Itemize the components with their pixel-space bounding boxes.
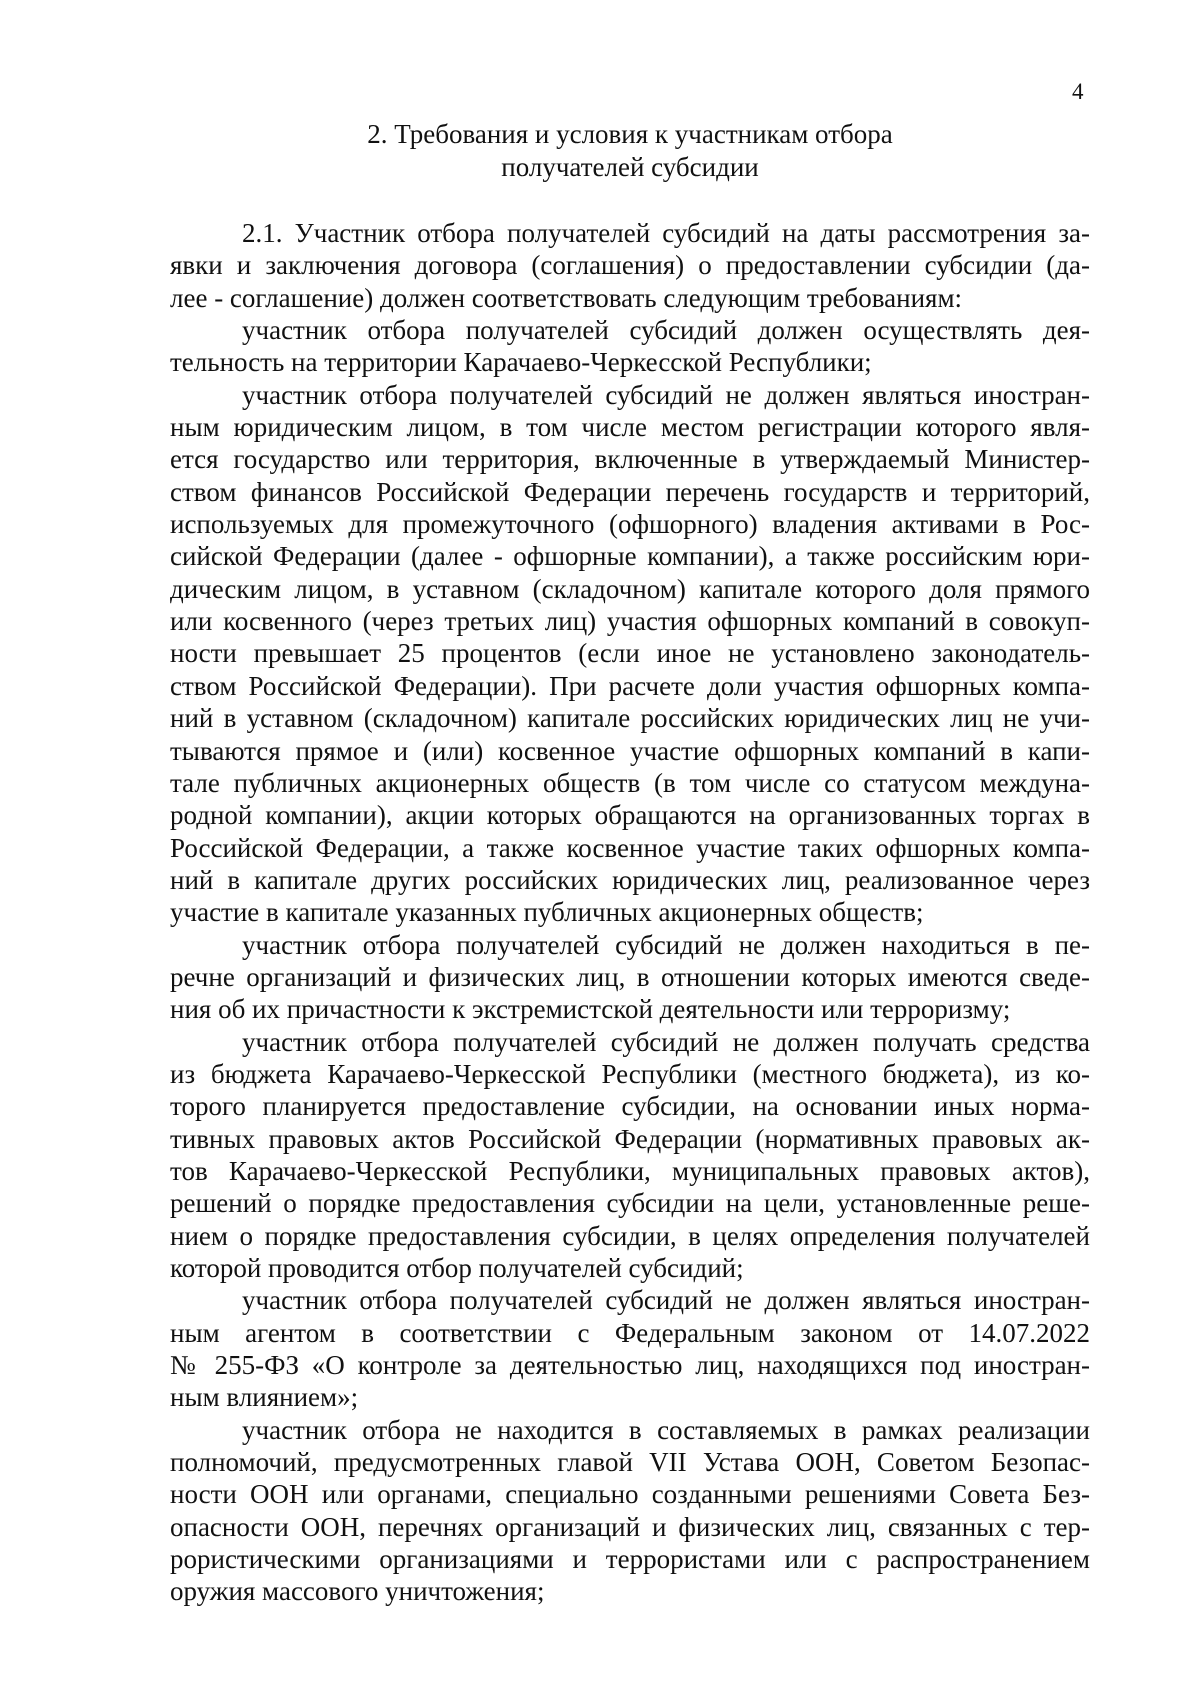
text-line: участник отбора получателей субсидий не должен являться иностран-	[242, 379, 1090, 410]
section-title	[170, 118, 1090, 184]
text-line: опасности ООН, перечнях организаций и физических лиц, связанных с тер-	[170, 1511, 1090, 1542]
text-line: оружия массового уничтожения;	[170, 1576, 545, 1607]
text-line: тивных правовых актов Российской Федерации (нормативных правовых ак-	[170, 1123, 1090, 1154]
paragraph	[170, 379, 1090, 929]
text-line: тале публичных акционерных обществ (в том числе со статусом междуна-	[170, 767, 1090, 798]
paragraph	[170, 217, 1090, 314]
paragraph	[170, 1284, 1090, 1413]
text-line: ется государство или территория, включенные в утверждаемый Министер-	[170, 444, 1090, 475]
body-text	[170, 217, 1090, 1608]
text-line: лее - соглашение) должен соответствовать следующим требованиям:	[170, 282, 963, 313]
text-line: нием о порядке предоставления субсидии, в целях определения получателей	[170, 1220, 1090, 1251]
text-line: тельность на территории Карачаево-Черкесской Республики;	[170, 347, 872, 378]
text-line: ством Российской Федерации). При расчете доли участия офшорных компа-	[170, 670, 1090, 701]
section-title-line: 2. Требования и условия к участникам отбора	[367, 119, 893, 149]
text-line: сийской Федерации (далее - офшорные компании), а также российским юри-	[170, 541, 1090, 572]
page-number: 4	[1072, 79, 1084, 104]
text-line: торого планируется предоставление субсидии, на основании иных норма-	[170, 1091, 1090, 1122]
text-line: родной компании), акции которых обращаются на организованных торгах в	[170, 800, 1090, 831]
paragraph	[170, 314, 1090, 379]
text-line: полномочий, предусмотренных главой VII Устава ООН, Советом Безопас-	[170, 1447, 1090, 1478]
paragraph	[170, 1026, 1090, 1285]
text-line: ний в уставном (складочном) капитале российских юридических лиц не учи-	[170, 703, 1090, 734]
text-line: речне организаций и физических лиц, в отношении которых имеются сведе-	[170, 961, 1090, 992]
text-line: участник отбора не находится в составляемых в рамках реализации	[242, 1414, 1090, 1445]
text-line: № 255-ФЗ «О контроле за деятельностью лиц, находящихся под иностран-	[170, 1350, 1090, 1381]
text-line: дическим лицом, в уставном (складочном) капитале которого доля прямого	[170, 573, 1090, 604]
text-line: рористическими организациями и террористами или с распространением	[170, 1544, 1090, 1575]
text-line: тов Карачаево-Черкесской Республики, муниципальных правовых актов),	[170, 1155, 1090, 1186]
text-line: участник отбора получателей субсидий не должен находиться в пе-	[242, 929, 1090, 960]
text-line: участник отбора получателей субсидий должен осуществлять дея-	[242, 315, 1090, 346]
text-line: Российской Федерации, а также косвенное участие таких офшорных компа-	[170, 832, 1090, 863]
text-line: участник отбора получателей субсидий не должен получать средства	[242, 1026, 1090, 1057]
text-line: которой проводится отбор получателей субсидий;	[170, 1253, 744, 1283]
paragraph	[170, 929, 1090, 1026]
text-line: ности ООН или органами, специально созданными решениями Совета Без-	[170, 1479, 1090, 1510]
text-line: ности превышает 25 процентов (если иное не установлено законодатель-	[170, 638, 1090, 669]
text-line: ния об их причастности к экстремистской деятельности или терроризму;	[170, 994, 1011, 1025]
text-line: или косвенного (через третьих лиц) участия офшорных компаний в совокуп-	[170, 606, 1090, 637]
text-line: ний в капитале других российских юридических лиц, реализованное через	[170, 864, 1090, 895]
text-line: ным влиянием»;	[170, 1382, 359, 1413]
text-line: явки и заключения договора (соглашения) о предоставлении субсидии (да-	[170, 250, 1090, 281]
text-line: участник отбора получателей субсидий не должен являться иностран-	[242, 1285, 1090, 1316]
text-line: ным юридическим лицом, в том числе местом регистрации которого явля-	[170, 412, 1090, 443]
text-line: решений о порядке предоставления субсидии на цели, установленные реше-	[170, 1188, 1090, 1219]
text-line: из бюджета Карачаево-Черкесской Республики (местного бюджета), из ко-	[170, 1058, 1090, 1089]
text-line: используемых для промежуточного (офшорного) владения активами в Рос-	[170, 509, 1090, 540]
text-line: ством финансов Российской Федерации перечень государств и территорий,	[170, 476, 1090, 507]
paragraph	[170, 1414, 1090, 1608]
text-line: тываются прямое и (или) косвенное участие офшорных компаний в капи-	[170, 735, 1090, 766]
section-title-line: получателей субсидии	[501, 152, 759, 182]
text-line: ным агентом в соответствии с Федеральным законом от 14.07.2022	[170, 1317, 1090, 1348]
text-line: участие в капитале указанных публичных акционерных обществ;	[170, 897, 924, 928]
text-line: 2.1. Участник отбора получателей субсидий на даты рассмотрения за-	[242, 218, 1090, 248]
